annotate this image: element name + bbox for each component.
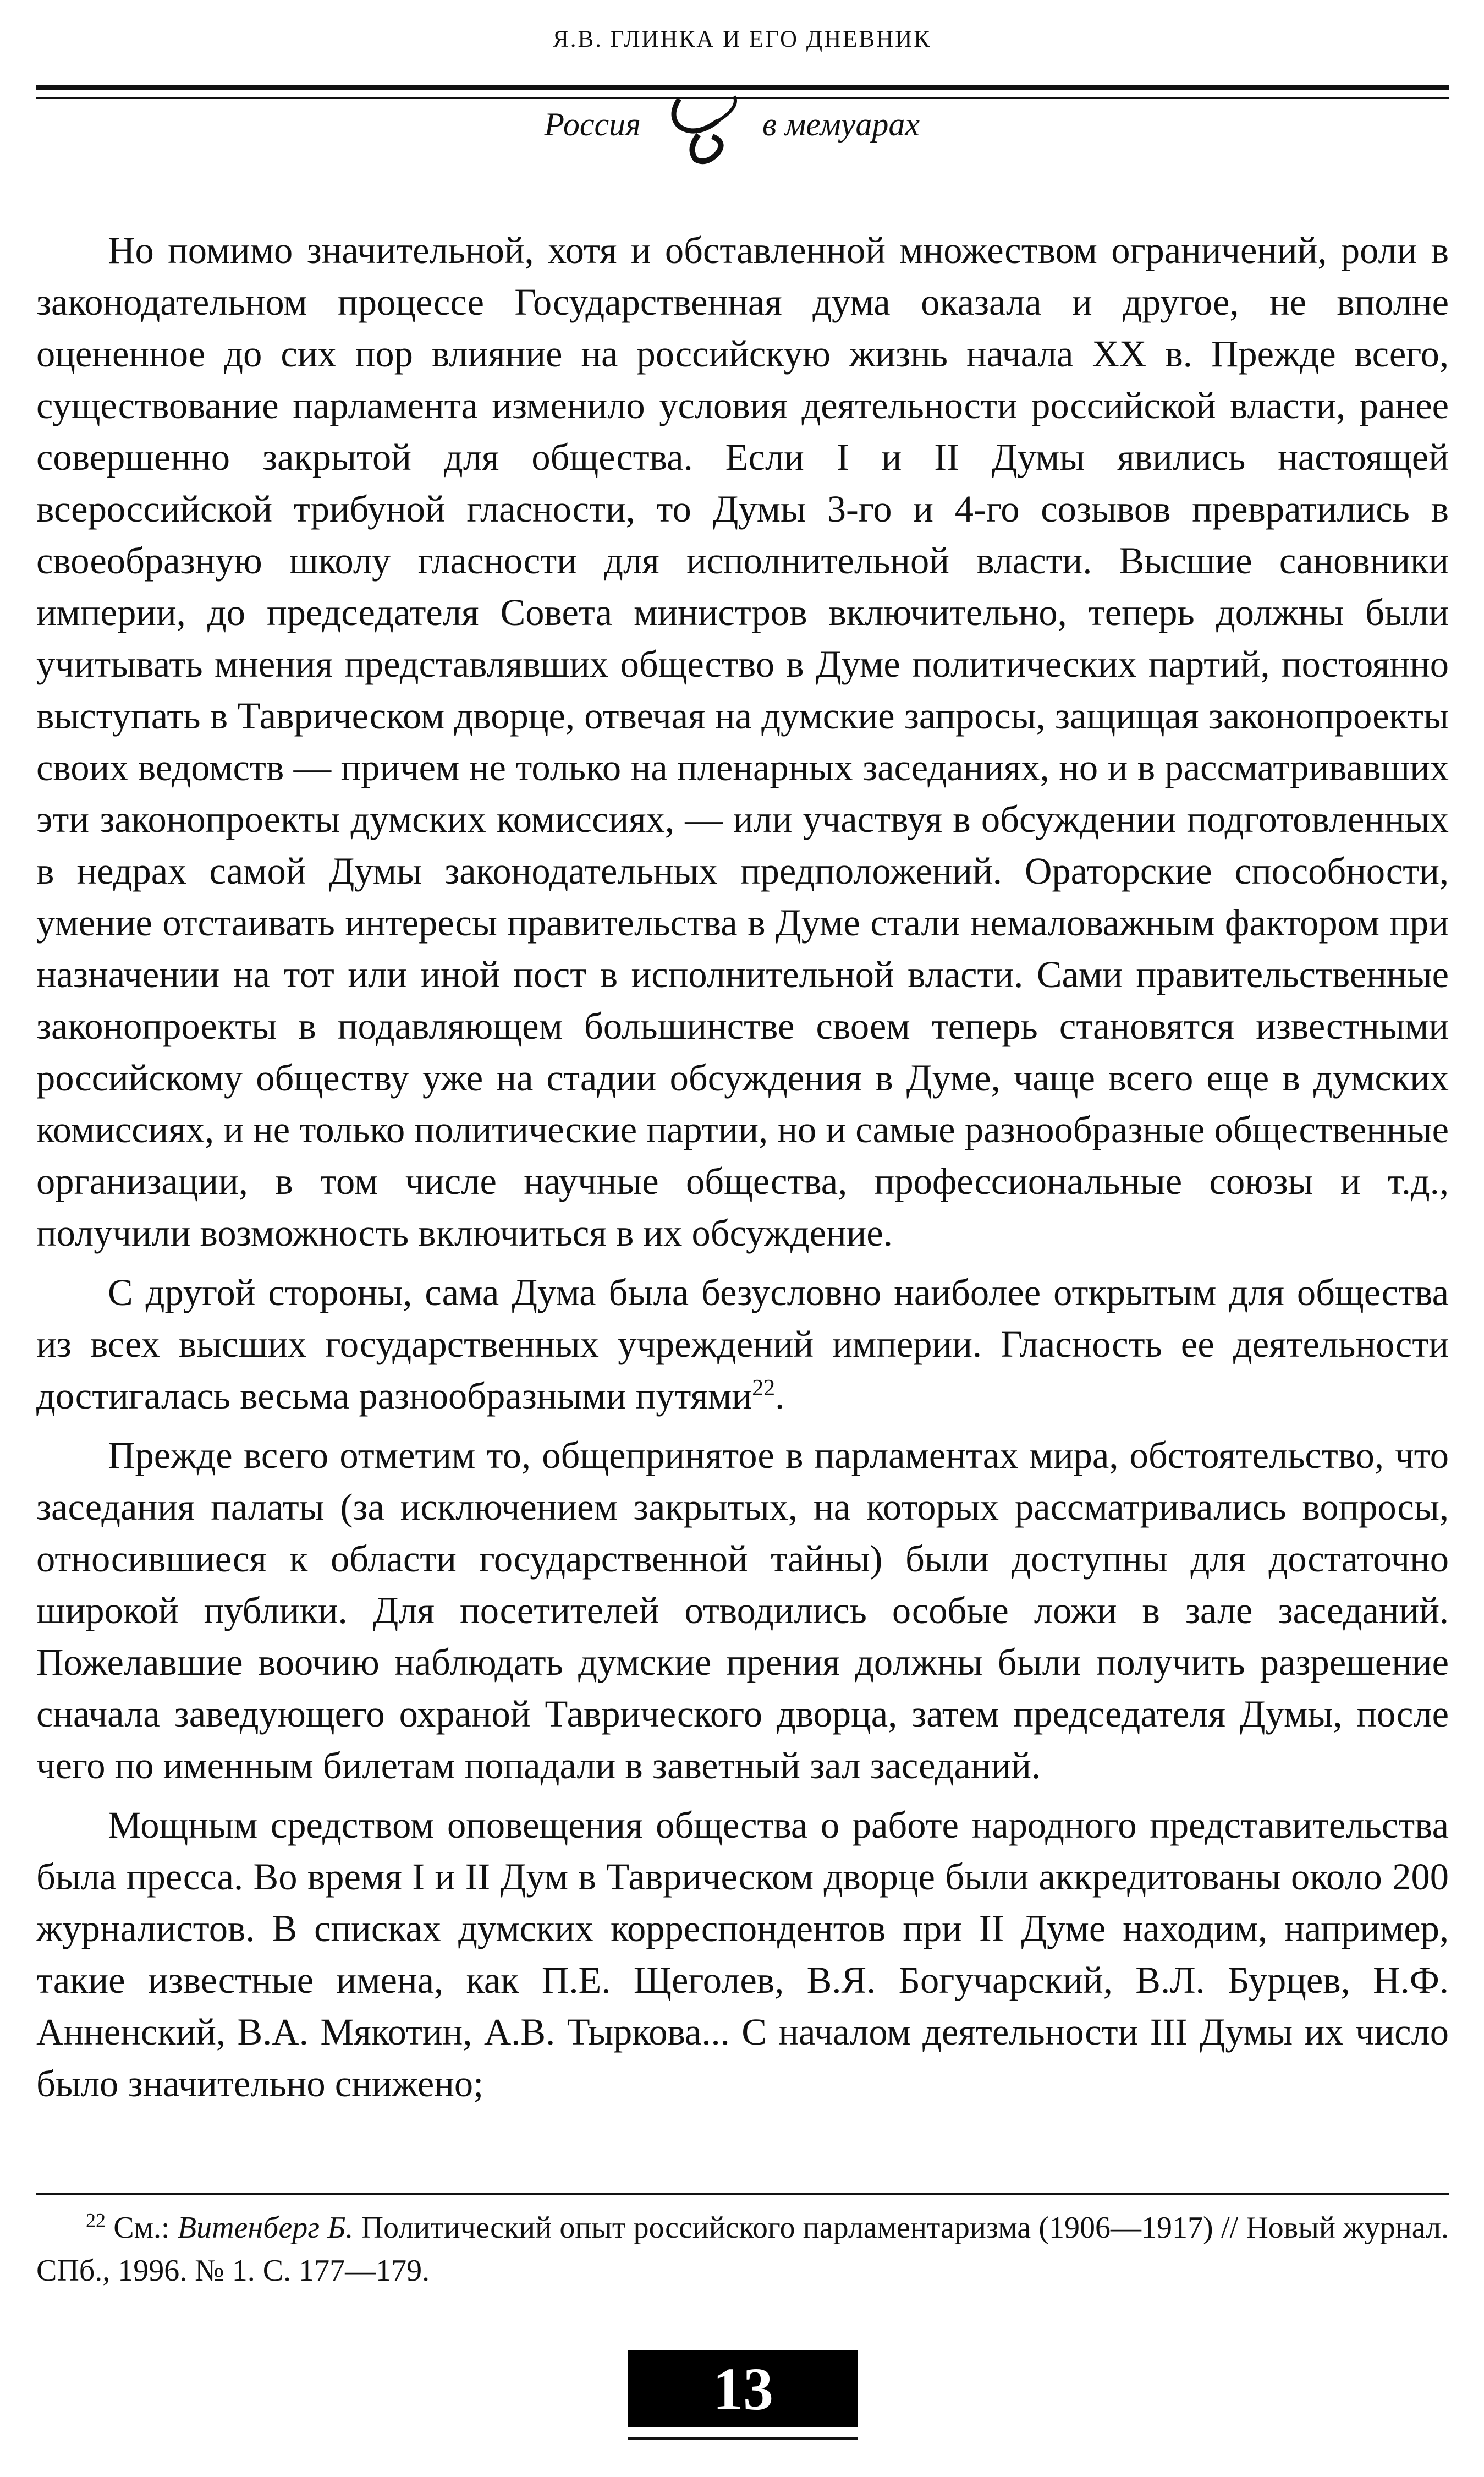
- paragraph-1: Но помимо значительной, хотя и обставленной множеством ограничений, роли в законодательном процессе Государственная дума оказала и другое, не вполне оцененное до сих пор влияние на российскую жизнь начала XX в. Прежде всего, существование парламента изменило условия деятельности российской власти, ранее совершенно закрытой для общества. Если I и II Думы явились настоящей всероссийской трибуной гласности, то Думы 3-го и 4-го созывов превратились в своеобразную школу гласности для исполнительной власти. Высшие сановники империи, до председателя Совета министров включительно, теперь должны были учитывать мнения представлявших общество в Думе политических партий, постоянно выступать в Таврическом дворце, отвечая на думские запросы, защищая законопроекты своих ведомств — причем не только на пленарных заседаниях, но и в рассматривавших эти законопроекты думских комиссиях, — или участвуя в обсуждении подготовленных в недрах самой Думы законодательных предположений. Ораторские способности, умение отстаивать интересы правительства в Думе стали немаловажным фактором при назначении на тот или иной пост в исполнительной власти. Сами правительственные законопроекты в подавляющем большинстве своем теперь становятся известными российскому обществу уже на стадии обсуждения в Думе, чаще всего еще в думских комиссиях, и не только политические партии, но и самые разнообразные общественные организации, в том числе научные общества, профессиональные союзы и т.д., получили возможность включиться в их обсуждение.: [36, 229, 1449, 1254]
- series-title-right: в мемуарах: [758, 108, 924, 141]
- series-title-left: Россия: [540, 108, 645, 141]
- footnote: [36, 2206, 1449, 2292]
- paragraph-3: Прежде всего отметим то, общепринятое в парламентах мира, обстоятельство, что заседания палаты (за исключением закрытых, на которых рассматривались вопросы, относившиеся к области государственной тайны) были доступны для достаточно широкой публики. Для посетителей отводились особые ложи в зале заседаний. Пожелавшие воочию наблюдать думские прения должны были получить разрешение сначала заведующего охраной Таврического дворца, затем председателя Думы, после чего по именным билетам попадали в заветный зал заседаний.: [36, 1434, 1449, 1786]
- paragraph-2: [36, 1267, 1449, 1422]
- series-logo-icon: [657, 83, 762, 165]
- page-number: 13: [628, 2350, 858, 2427]
- paragraph-2-period: .: [775, 1375, 785, 1417]
- footnote-text: Политический опыт российского парламентаризма (1906—1917) // Новый журнал. СПб., 1996. № 1. С. 177—179.: [36, 2211, 1449, 2288]
- footnote-reference[interactable]: 22: [752, 1375, 776, 1401]
- running-head: Я.В. ГЛИНКА И ЕГО ДНЕВНИК: [553, 26, 931, 52]
- footnote-lead: См.:: [113, 2211, 170, 2245]
- footnote-author: Витенберг Б.: [177, 2211, 354, 2245]
- paragraph-4: Мощным средством оповещения общества о работе народного представительства была пресса. Во время I и II Дум в Таврическом дворце были аккредитованы около 200 журналистов. В списках думских корреспондентов при II Думе находим, например, такие известные имена, как П.Е. Щеголев, В.Я. Богучарский, В.Л. Бурцев, Н.Ф. Анненский, В.А. Мякотин, А.В. Тыркова... С началом деятельности III Думы их число было значительно снижено;: [36, 1804, 1449, 2105]
- footnote-number: 22: [86, 2209, 106, 2232]
- footnote-rule: [36, 2193, 1449, 2195]
- body-text: [36, 224, 1449, 2117]
- paragraph-2-text: С другой стороны, сама Дума была безусловно наиболее открытым для общества из всех высших государственных учреждений империи. Гласность ее деятельности достигалась весьма разнообразными путями: [36, 1272, 1449, 1417]
- page-number-rule: [628, 2437, 858, 2440]
